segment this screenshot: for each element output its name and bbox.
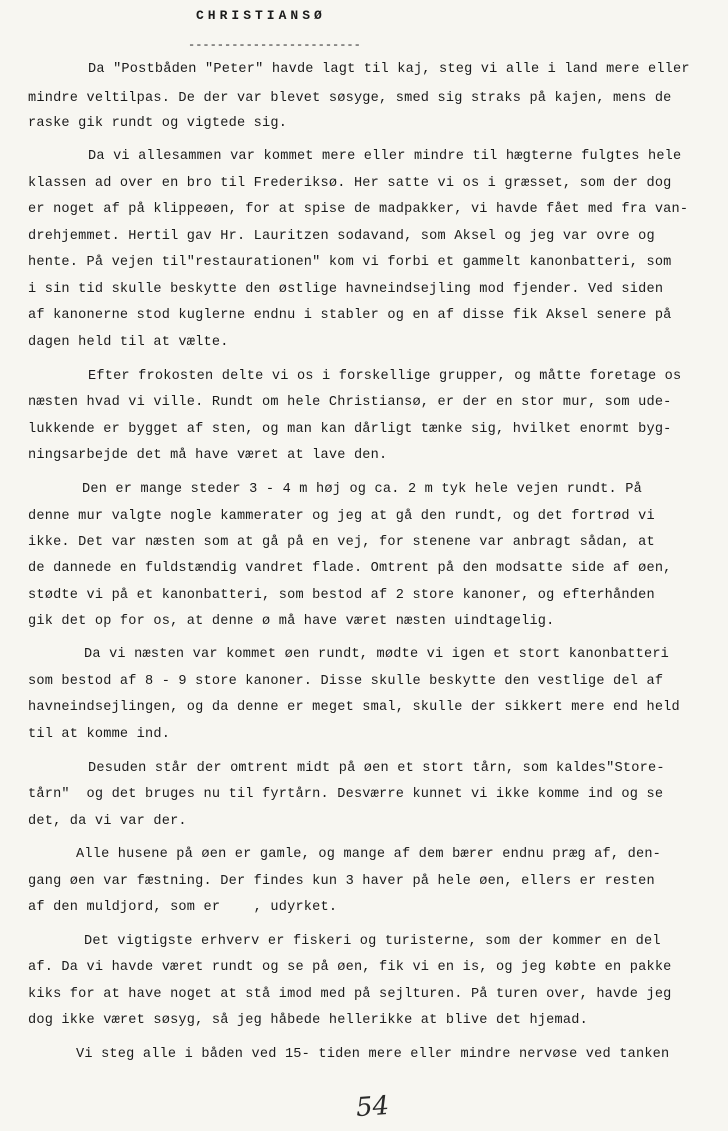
text-line: som bestod af 8 - 9 store kanoner. Disse skulle beskytte den vestlige del af <box>28 674 664 689</box>
text-line: dagen held til at vælte. <box>28 335 229 350</box>
page-title: CHRISTIANSØ <box>196 8 326 23</box>
text-line: af den muldjord, som er , udyrket. <box>28 900 338 915</box>
text-line: gang øen var fæstning. Der findes kun 3 haver på hele øen, ellers er resten <box>28 874 655 889</box>
text-line: Alle husene på øen er gamle, og mange af dem bærer endnu præg af, den- <box>76 847 662 862</box>
text-line: Efter frokosten delte vi os i forskellige grupper, og måtte foretage os <box>88 369 682 384</box>
text-line: drehjemmet. Hertil gav Hr. Lauritzen sodavand, som Aksel og jeg var ovre og <box>28 229 655 244</box>
text-line: mindre veltilpas. De der var blevet søsyge, smed sig straks på kajen, mens de <box>28 91 672 106</box>
text-line: ningsarbejde det må have været at lave den. <box>28 448 388 463</box>
text-line: stødte vi på et kanonbatteri, som bestod af 2 store kanoner, og efterhånden <box>28 588 655 603</box>
text-line: gik det op for os, at denne ø må have været næsten uindtagelig. <box>28 614 555 629</box>
text-line: Da "Postbåden "Peter" havde lagt til kaj, steg vi alle i land mere eller <box>88 62 690 77</box>
text-line: Den er mange steder 3 - 4 m høj og ca. 2 m tyk hele vejen rundt. På <box>82 482 642 497</box>
handwritten-page-number: 54 <box>354 1090 391 1124</box>
text-line: til at komme ind. <box>28 727 171 742</box>
text-line: raske gik rundt og vigtede sig. <box>28 116 288 131</box>
text-line: denne mur valgte nogle kammerater og jeg at gå den rundt, og det fortrød vi <box>28 509 655 524</box>
text-line: klassen ad over en bro til Frederiksø. Her satte vi os i græsset, som der dog <box>28 176 672 191</box>
text-line: tårn" og det bruges nu til fyrtårn. Desværre kunnet vi ikke komme ind og se <box>28 787 664 802</box>
text-line: Da vi allesammen var kommet mere eller mindre til hægterne fulgtes hele <box>88 149 682 164</box>
text-line: af kanonerne stod kuglerne endnu i stabler og en af disse fik Aksel senere på <box>28 308 672 323</box>
text-line: det, da vi var der. <box>28 814 187 829</box>
text-line: Det vigtigste erhverv er fiskeri og turisterne, som der kommer en del <box>84 934 661 949</box>
text-line: kiks for at have noget at stå imod med på sejlturen. På turen over, havde jeg <box>28 987 672 1002</box>
text-line: i sin tid skulle beskytte den østlige havneindsejling mod fjender. Ved siden <box>28 282 664 297</box>
text-line: Desuden står der omtrent midt på øen et stort tårn, som kaldes"Store- <box>88 761 665 776</box>
text-line: næsten hvad vi ville. Rundt om hele Christiansø, er der en stor mur, som ude- <box>28 395 672 410</box>
text-line: dog ikke været søsyg, så jeg håbede hellerikke at blive det hjemad. <box>28 1013 588 1028</box>
text-line: hente. På vejen til"restaurationen" kom vi forbi et gammelt kanonbatteri, som <box>28 255 672 270</box>
text-line: ikke. Det var næsten som at gå på en vej, for stenene var anbragt sådan, at <box>28 535 655 550</box>
text-line: Vi steg alle i båden ved 15- tiden mere eller mindre nervøse ved tanken <box>76 1047 670 1062</box>
text-line: er noget af på klippeøen, for at spise de madpakker, vi havde fået med fra van- <box>28 202 689 217</box>
text-line: af. Da vi havde været rundt og se på øen, fik vi en is, og jeg købte en pakke <box>28 960 672 975</box>
title-underline: ------------------------ <box>188 38 361 52</box>
text-line: de dannede en fuldstændig vandret flade. Omtrent på den modsatte side af øen, <box>28 561 672 576</box>
text-line: havneindsejlingen, og da denne er meget smal, skulle der sikkert mere end held <box>28 700 680 715</box>
text-line: Da vi næsten var kommet øen rundt, mødte vi igen et stort kanonbatteri <box>84 647 670 662</box>
text-line: lukkende er bygget af sten, og man kan dårligt tænke sig, hvilket enormt byg- <box>28 422 672 437</box>
